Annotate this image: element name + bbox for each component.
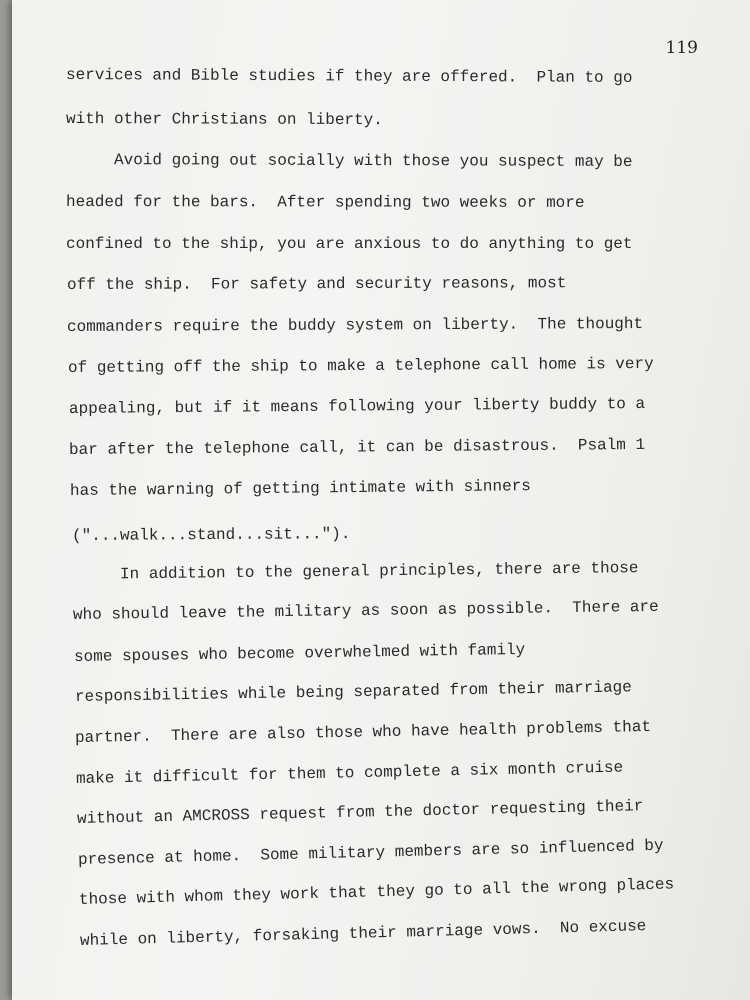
- text-line: appealing, but if it means following your liberty buddy to a: [68, 394, 646, 418]
- text-line: without an AMCROSS request from the doctor requesting their: [76, 797, 644, 828]
- document-page: [12, 0, 750, 1000]
- text-line: make it difficult for them to complete a six month cruise: [75, 758, 624, 788]
- text-line: has the warning of getting intimate with sinners: [69, 477, 531, 500]
- text-line: confined to the ship, you are anxious to do anything to get: [66, 235, 633, 253]
- text-line: those with whom they work that they go to all the wrong places: [78, 875, 675, 909]
- text-line: bar after the telephone call, it can be disastrous. Psalm 1: [68, 435, 646, 459]
- text-line: responsibilities while being separated from their marriage: [74, 678, 632, 706]
- text-line: off the ship. For safety and security reasons, most: [66, 274, 567, 294]
- text-line: In addition to the general principles, there are those: [71, 559, 639, 584]
- text-line: ("...walk...stand...sit...").: [71, 525, 351, 545]
- text-line: of getting off the ship to make a telephone call home is very: [67, 354, 654, 377]
- text-line: Avoid going out socially with those you suspect may be: [65, 151, 633, 171]
- text-line: headed for the bars. After spending two weeks or more: [65, 193, 585, 212]
- text-line: with other Christians on liberty.: [65, 110, 383, 130]
- page-number: 119: [665, 38, 698, 58]
- text-line: some spouses who become overwhelmed with family: [73, 640, 526, 666]
- text-line: presence at home. Some military members are so influenced by: [77, 836, 664, 869]
- text-line: who should leave the military as soon as possible. There are: [72, 597, 659, 624]
- text-line: services and Bible studies if they are offered. Plan to go: [65, 66, 633, 87]
- text-line: partner. There are also those who have health problems that: [74, 717, 652, 747]
- text-line: while on liberty, forsaking their marriage vows. No excuse: [79, 917, 647, 950]
- text-line: commanders require the buddy system on liberty. The thought: [66, 314, 644, 336]
